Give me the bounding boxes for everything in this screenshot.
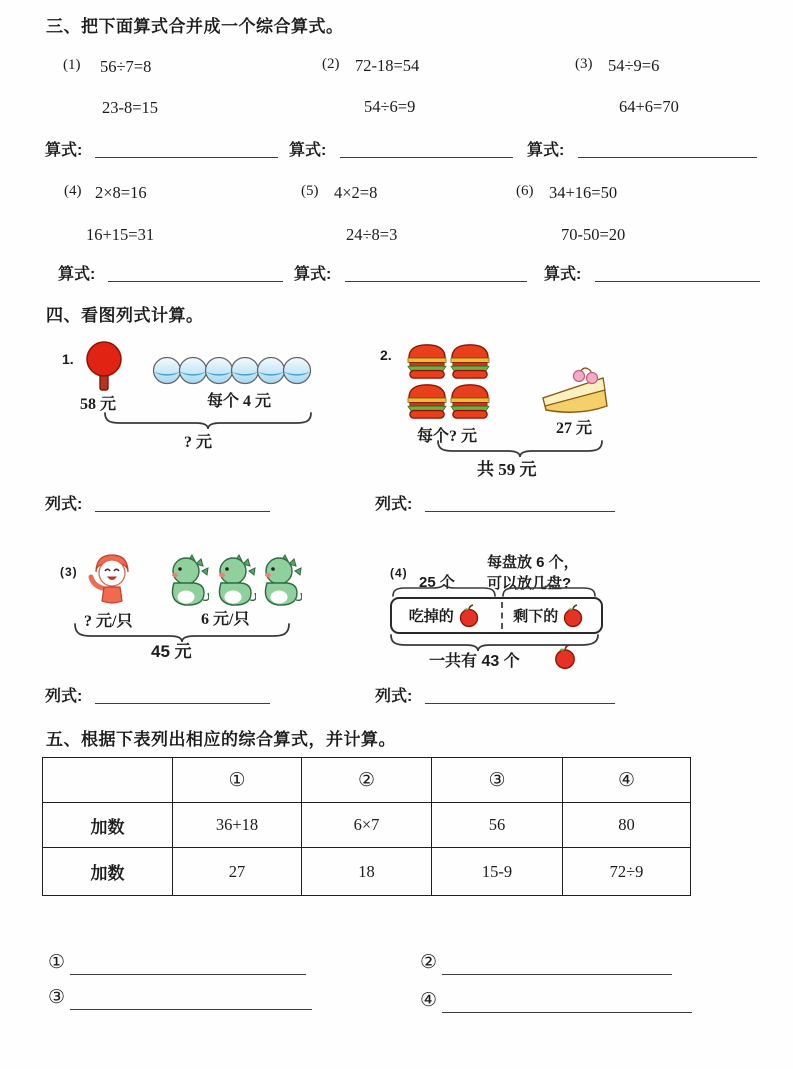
table-cell: 80 <box>563 803 691 848</box>
problem-number: 2. <box>380 347 392 363</box>
ball-icon <box>282 356 312 385</box>
table-cell: 27 <box>173 848 302 896</box>
blank-line[interactable] <box>578 139 757 158</box>
suanshi-label: 算式: <box>294 266 332 283</box>
box-left-label: 吃掉的 <box>408 609 454 625</box>
price-label: ? 元/只 <box>84 613 133 630</box>
equation: 23-8=15 <box>102 98 159 117</box>
box-left-cell <box>392 604 497 628</box>
brace-over <box>501 584 597 597</box>
problem-number: (3) <box>60 565 78 579</box>
blank-line[interactable] <box>425 685 615 704</box>
blank-line[interactable] <box>442 956 672 975</box>
count-label: 25 个 <box>419 574 455 591</box>
hamburger-icon <box>406 381 448 421</box>
price-label: 6 元/只 <box>201 611 250 628</box>
lieshi-label: 列式: <box>375 688 413 705</box>
hamburger-icon <box>449 341 491 381</box>
apple-icon <box>458 604 480 628</box>
blank-line[interactable] <box>70 991 312 1010</box>
apple-box <box>390 597 603 634</box>
question-label: 每盘放 6 个， <box>487 554 579 571</box>
table-cell: 36+18 <box>173 803 302 848</box>
equation: 70-50=20 <box>561 225 626 244</box>
dinosaur-icon <box>206 554 256 609</box>
problem-number: 1. <box>62 351 74 367</box>
blank-line[interactable] <box>95 493 270 512</box>
problem-number: (2) <box>322 56 340 72</box>
lieshi-label: 列式: <box>375 496 413 513</box>
equation: 4×2=8 <box>334 183 378 202</box>
suanshi-label: 算式: <box>544 266 582 283</box>
total-label: 45 元 <box>151 642 192 661</box>
blank-line[interactable] <box>95 139 278 158</box>
table-cell: 72÷9 <box>563 848 691 896</box>
blank-line[interactable] <box>70 956 306 975</box>
row-label: 加数 <box>43 848 173 896</box>
section3-title: 三、把下面算式合并成一个综合算式。 <box>46 17 344 36</box>
price-label: 每个? 元 <box>417 428 478 445</box>
lieshi-label: 列式: <box>45 688 83 705</box>
hamburger-icon <box>406 341 448 381</box>
suanshi-label: 算式: <box>58 266 96 283</box>
table-cell: 18 <box>302 848 432 896</box>
hamburger-icon <box>449 381 491 421</box>
table-cell: 6×7 <box>302 803 432 848</box>
apple-icon <box>562 604 584 628</box>
table-cell: 15-9 <box>432 848 563 896</box>
table-row <box>43 848 691 896</box>
suanshi-label: 算式: <box>289 142 327 159</box>
cake-icon <box>539 366 615 422</box>
blank-line[interactable] <box>108 263 283 282</box>
total-label: 一共有 43 个 <box>429 653 520 670</box>
answer-circled-number: ② <box>420 951 438 973</box>
box-right-cell <box>497 604 602 628</box>
problem-number: (3) <box>575 56 593 72</box>
box-right-label: 剩下的 <box>513 609 559 625</box>
section5-title: 五、根据下表列出相应的综合算式，并计算。 <box>46 730 396 749</box>
equation: 54÷9=6 <box>608 56 660 75</box>
blank-line[interactable] <box>340 139 513 158</box>
dinosaur-icon <box>159 554 209 609</box>
price-label: 每个 4 元 <box>207 393 272 410</box>
blank-line[interactable] <box>95 685 270 704</box>
answer-circled-number: ④ <box>420 989 438 1011</box>
total-label: 共 59 元 <box>477 460 537 479</box>
brace-over <box>391 584 497 597</box>
blank-line[interactable] <box>345 263 527 282</box>
suanshi-label: 算式: <box>527 142 565 159</box>
equation: 64+6=70 <box>619 97 679 116</box>
problem-number: (4) <box>390 566 408 580</box>
problem-number: (4) <box>64 183 82 199</box>
table-header-row <box>43 758 691 803</box>
paddle-icon <box>82 340 126 396</box>
price-label: 27 元 <box>556 420 593 437</box>
row-label: 加数 <box>43 803 173 848</box>
equation: 54÷6=9 <box>364 97 416 116</box>
section4-title: 四、看图列式计算。 <box>46 306 204 325</box>
answer-circled-number: ① <box>48 951 66 973</box>
suanshi-label: 算式: <box>45 142 83 159</box>
header-cell: ④ <box>563 758 691 803</box>
lieshi-label: 列式: <box>45 496 83 513</box>
equation: 34+16=50 <box>549 183 618 202</box>
problem-number: (1) <box>63 57 81 73</box>
equation: 24÷8=3 <box>346 225 398 244</box>
dashed-divider <box>501 602 503 629</box>
problem-number: (5) <box>301 183 319 199</box>
addends-table <box>42 757 691 896</box>
blank-line[interactable] <box>425 493 615 512</box>
table-row <box>43 803 691 848</box>
blank-line[interactable] <box>595 263 760 282</box>
blank-line[interactable] <box>442 994 692 1013</box>
question-label: 可以放几盘? <box>487 575 572 592</box>
price-label: 58 元 <box>80 396 117 413</box>
header-cell <box>43 758 173 803</box>
header-cell: ② <box>302 758 432 803</box>
monkey-icon <box>86 550 138 608</box>
equation: 72-18=54 <box>355 56 420 75</box>
equation: 2×8=16 <box>95 183 147 202</box>
header-cell: ③ <box>432 758 563 803</box>
table-cell: 56 <box>432 803 563 848</box>
apple-icon <box>553 644 577 670</box>
answer-circled-number: ③ <box>48 986 66 1008</box>
header-cell: ① <box>173 758 302 803</box>
total-label: ? 元 <box>184 434 213 451</box>
equation: 56÷7=8 <box>100 57 152 76</box>
problem-number: (6) <box>516 183 534 199</box>
dinosaur-icon <box>252 554 302 609</box>
equation: 16+15=31 <box>86 225 155 244</box>
